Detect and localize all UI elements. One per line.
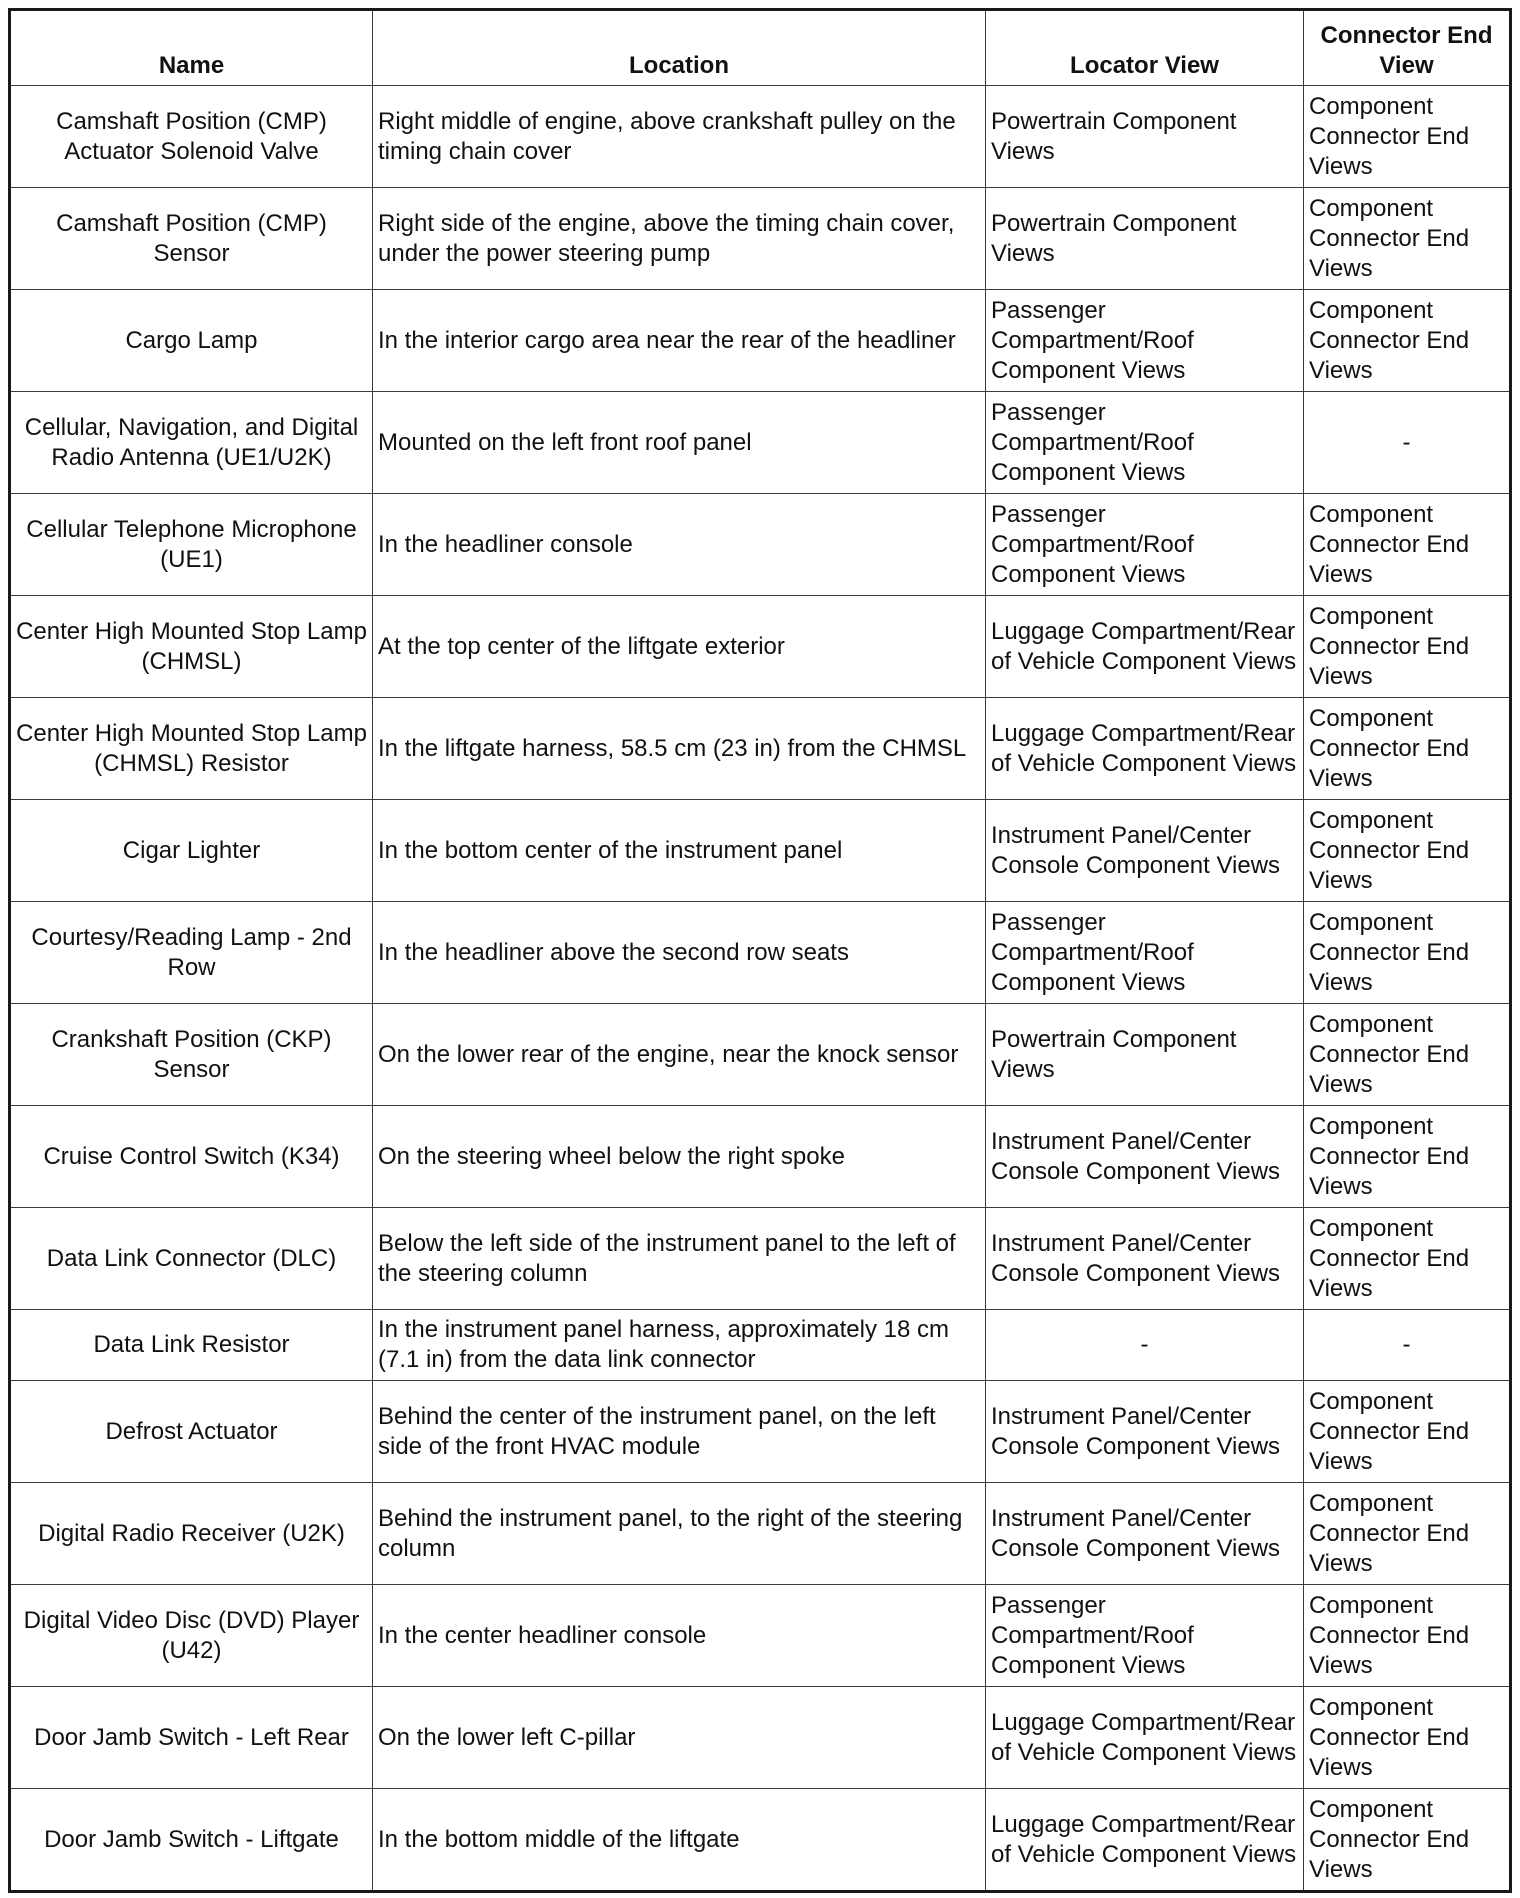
cell-location: Behind the instrument panel, to the right of the steering column — [373, 1483, 986, 1585]
cell-name: Door Jamb Switch - Liftgate — [10, 1789, 373, 1892]
cell-connector-end-view: - — [1304, 392, 1511, 494]
cell-locator-view: Passenger Compartment/Roof Component Views — [986, 290, 1304, 392]
cell-name: Defrost Actuator — [10, 1381, 373, 1483]
cell-connector-end-view: Component Connector End Views — [1304, 698, 1511, 800]
table-row — [10, 1106, 1511, 1208]
cell-location: At the top center of the liftgate exterior — [373, 596, 986, 698]
cell-locator-view: - — [986, 1310, 1304, 1381]
cell-connector-end-view: Component Connector End Views — [1304, 290, 1511, 392]
cell-name: Cargo Lamp — [10, 290, 373, 392]
cell-location: On the lower left C-pillar — [373, 1687, 986, 1789]
cell-name: Camshaft Position (CMP) Actuator Solenoid Valve — [10, 86, 373, 188]
table-row — [10, 596, 1511, 698]
cell-name: Cellular Telephone Microphone (UE1) — [10, 494, 373, 596]
header-connector-end-view: Connector End View — [1304, 10, 1511, 86]
cell-connector-end-view: - — [1304, 1310, 1511, 1381]
cell-location: Mounted on the left front roof panel — [373, 392, 986, 494]
table-row — [10, 1789, 1511, 1892]
table-row — [10, 1585, 1511, 1687]
cell-name: Center High Mounted Stop Lamp (CHMSL) — [10, 596, 373, 698]
cell-locator-view: Passenger Compartment/Roof Component Views — [986, 494, 1304, 596]
cell-name: Center High Mounted Stop Lamp (CHMSL) Resistor — [10, 698, 373, 800]
cell-location: In the bottom middle of the liftgate — [373, 1789, 986, 1892]
cell-locator-view: Powertrain Component Views — [986, 188, 1304, 290]
cell-name: Camshaft Position (CMP) Sensor — [10, 188, 373, 290]
table-row — [10, 800, 1511, 902]
cell-location: In the bottom center of the instrument panel — [373, 800, 986, 902]
cell-location: Behind the center of the instrument panel, on the left side of the front HVAC module — [373, 1381, 986, 1483]
table-row — [10, 1004, 1511, 1106]
cell-locator-view: Instrument Panel/Center Console Component Views — [986, 1483, 1304, 1585]
table-row — [10, 494, 1511, 596]
component-locator-table — [8, 8, 1512, 1893]
cell-name: Digital Radio Receiver (U2K) — [10, 1483, 373, 1585]
cell-location: In the headliner above the second row seats — [373, 902, 986, 1004]
cell-locator-view: Instrument Panel/Center Console Component Views — [986, 1106, 1304, 1208]
cell-connector-end-view: Component Connector End Views — [1304, 188, 1511, 290]
table-row — [10, 902, 1511, 1004]
cell-name: Digital Video Disc (DVD) Player (U42) — [10, 1585, 373, 1687]
cell-locator-view: Instrument Panel/Center Console Component Views — [986, 800, 1304, 902]
cell-location: In the interior cargo area near the rear of the headliner — [373, 290, 986, 392]
table-row — [10, 1381, 1511, 1483]
cell-location: In the instrument panel harness, approximately 18 cm (7.1 in) from the data link connector — [373, 1310, 986, 1381]
cell-connector-end-view: Component Connector End Views — [1304, 1687, 1511, 1789]
cell-locator-view: Instrument Panel/Center Console Component Views — [986, 1208, 1304, 1310]
cell-locator-view: Instrument Panel/Center Console Component Views — [986, 1381, 1304, 1483]
header-locator-view: Locator View — [986, 10, 1304, 86]
cell-location: Right middle of engine, above crankshaft pulley on the timing chain cover — [373, 86, 986, 188]
cell-connector-end-view: Component Connector End Views — [1304, 1004, 1511, 1106]
cell-name: Cellular, Navigation, and Digital Radio Antenna (UE1/U2K) — [10, 392, 373, 494]
cell-connector-end-view: Component Connector End Views — [1304, 1483, 1511, 1585]
table-row — [10, 1310, 1511, 1381]
cell-locator-view: Passenger Compartment/Roof Component Views — [986, 1585, 1304, 1687]
cell-connector-end-view: Component Connector End Views — [1304, 1208, 1511, 1310]
cell-connector-end-view: Component Connector End Views — [1304, 1381, 1511, 1483]
cell-name: Data Link Resistor — [10, 1310, 373, 1381]
cell-connector-end-view: Component Connector End Views — [1304, 1789, 1511, 1892]
header-location: Location — [373, 10, 986, 86]
cell-location: In the headliner console — [373, 494, 986, 596]
cell-connector-end-view: Component Connector End Views — [1304, 86, 1511, 188]
cell-connector-end-view: Component Connector End Views — [1304, 494, 1511, 596]
table-row — [10, 86, 1511, 188]
cell-name: Data Link Connector (DLC) — [10, 1208, 373, 1310]
cell-locator-view: Powertrain Component Views — [986, 86, 1304, 188]
cell-connector-end-view: Component Connector End Views — [1304, 596, 1511, 698]
cell-connector-end-view: Component Connector End Views — [1304, 1106, 1511, 1208]
cell-locator-view: Luggage Compartment/Rear of Vehicle Component Views — [986, 596, 1304, 698]
cell-connector-end-view: Component Connector End Views — [1304, 902, 1511, 1004]
table-row — [10, 698, 1511, 800]
header-name: Name — [10, 10, 373, 86]
cell-location: In the center headliner console — [373, 1585, 986, 1687]
cell-locator-view: Luggage Compartment/Rear of Vehicle Component Views — [986, 1789, 1304, 1892]
cell-location: Below the left side of the instrument panel to the left of the steering column — [373, 1208, 986, 1310]
cell-location: Right side of the engine, above the timing chain cover, under the power steering pump — [373, 188, 986, 290]
cell-name: Cigar Lighter — [10, 800, 373, 902]
table-row — [10, 392, 1511, 494]
table-body — [10, 86, 1511, 1892]
header-row — [10, 10, 1511, 86]
cell-name: Door Jamb Switch - Left Rear — [10, 1687, 373, 1789]
table-row — [10, 1483, 1511, 1585]
table-row — [10, 188, 1511, 290]
cell-name: Cruise Control Switch (K34) — [10, 1106, 373, 1208]
cell-locator-view: Powertrain Component Views — [986, 1004, 1304, 1106]
cell-location: On the lower rear of the engine, near the knock sensor — [373, 1004, 986, 1106]
cell-location: In the liftgate harness, 58.5 cm (23 in) from the CHMSL — [373, 698, 986, 800]
cell-name: Courtesy/Reading Lamp - 2nd Row — [10, 902, 373, 1004]
cell-locator-view: Luggage Compartment/Rear of Vehicle Component Views — [986, 1687, 1304, 1789]
cell-connector-end-view: Component Connector End Views — [1304, 1585, 1511, 1687]
table-row — [10, 290, 1511, 392]
cell-location: On the steering wheel below the right spoke — [373, 1106, 986, 1208]
table-row — [10, 1208, 1511, 1310]
cell-connector-end-view: Component Connector End Views — [1304, 800, 1511, 902]
cell-locator-view: Passenger Compartment/Roof Component Views — [986, 902, 1304, 1004]
cell-locator-view: Luggage Compartment/Rear of Vehicle Component Views — [986, 698, 1304, 800]
cell-locator-view: Passenger Compartment/Roof Component Views — [986, 392, 1304, 494]
table-row — [10, 1687, 1511, 1789]
cell-name: Crankshaft Position (CKP) Sensor — [10, 1004, 373, 1106]
